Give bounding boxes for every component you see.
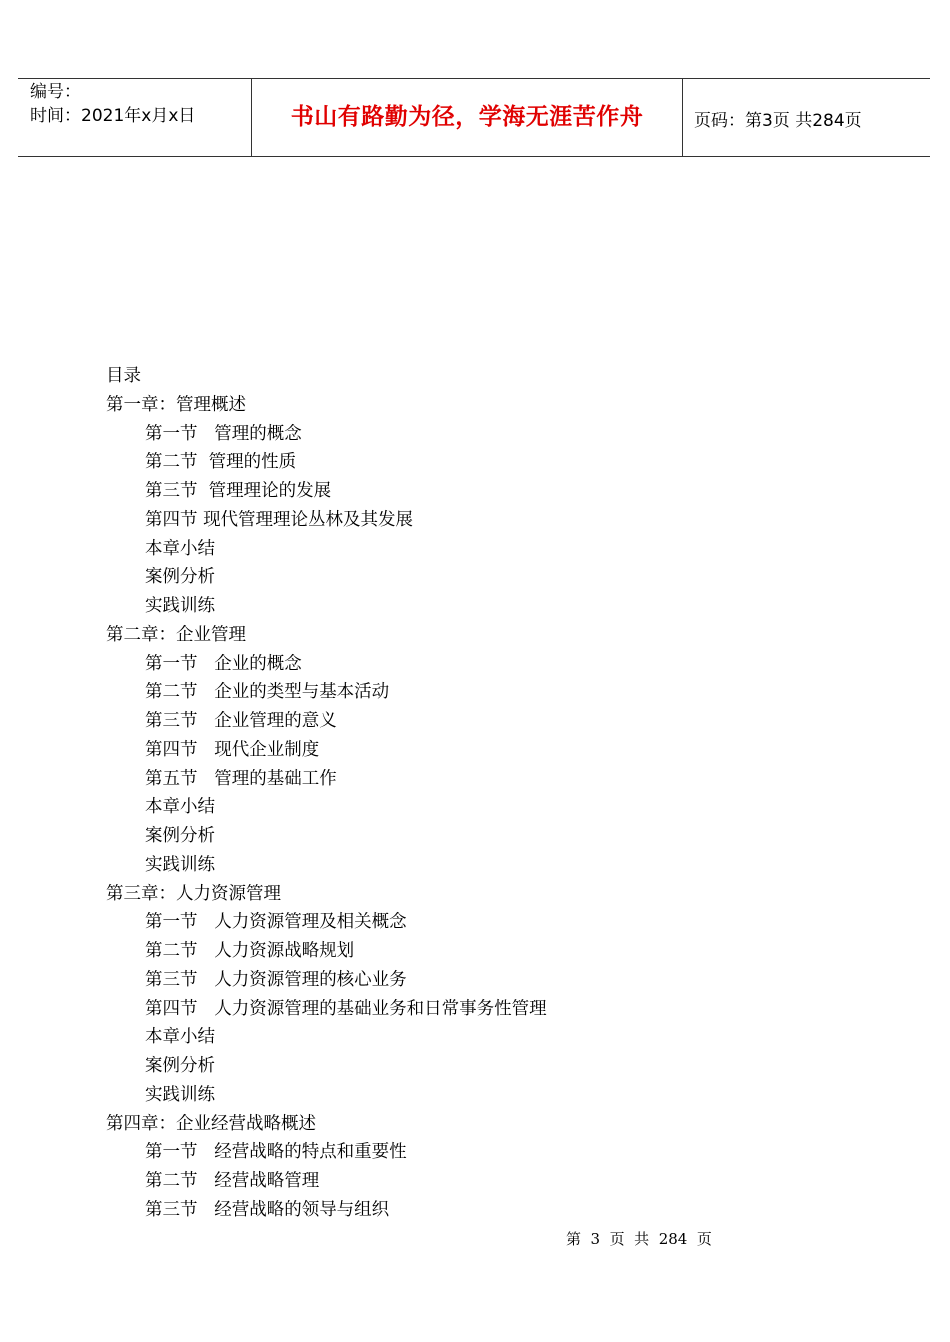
toc-section: 实践训练	[145, 596, 215, 616]
header-time-label: 时间：2021年x月x日	[30, 106, 196, 126]
header-page-info: 页码：第3页 共284页	[694, 111, 862, 131]
toc-section: 本章小结	[145, 1027, 215, 1048]
toc-chapter: 第一章：管理概述	[106, 394, 246, 415]
toc-section: 案例分析	[145, 826, 215, 846]
toc-section: 本章小结	[145, 797, 215, 818]
header-meta	[30, 80, 195, 128]
toc-section: 第一节 管理的概念	[145, 423, 302, 444]
toc-section: 实践训练	[145, 854, 215, 875]
toc-section: 第三节 经营战略的领导与组织	[145, 1199, 390, 1220]
toc-section: 第三节 人力资源管理的核心业务	[145, 969, 407, 990]
header-bottom-rule	[18, 156, 930, 157]
header-number-label: 编号：	[30, 82, 81, 102]
toc-section: 第三节 企业管理的意义	[145, 711, 337, 731]
toc-section: 第二节 企业的类型与基本活动	[145, 682, 390, 703]
toc-section: 第二节 经营战略管理	[145, 1171, 320, 1191]
toc-section: 第二节 管理的性质	[145, 452, 297, 473]
toc-chapter: 第二章：企业管理	[106, 624, 246, 645]
toc-section: 第三节 管理理论的发展	[145, 481, 332, 501]
toc-section: 本章小结	[145, 538, 215, 559]
toc-section: 第四节 人力资源管理的基础业务和日常事务性管理	[145, 998, 547, 1019]
toc-chapter: 第四章：企业经营战略概述	[106, 1113, 316, 1134]
toc-title: 目录	[106, 366, 141, 386]
toc-section: 第一节 企业的概念	[145, 653, 302, 674]
toc-chapter: 第三章：人力资源管理	[106, 883, 281, 904]
toc-section: 第四节 现代企业制度	[145, 739, 320, 760]
table-of-contents	[0, 362, 950, 1225]
toc-section: 案例分析	[145, 567, 215, 588]
toc-section: 实践训练	[145, 1084, 215, 1105]
header-top-rule	[18, 78, 930, 79]
page-footer: 第 3 页 共 284 页	[566, 1230, 712, 1248]
toc-section: 第一节 经营战略的特点和重要性	[145, 1142, 407, 1163]
header-motto: 书山有路勤为径，学海无涯苦作舟	[290, 104, 644, 130]
toc-section: 案例分析	[145, 1056, 215, 1076]
toc-section: 第一节 人力资源管理及相关概念	[145, 912, 407, 933]
toc-section: 第四节 现代管理理论丛林及其发展	[145, 509, 414, 530]
toc-section: 第二节 人力资源战略规划	[145, 941, 355, 961]
header-divider-right	[682, 78, 683, 156]
toc-section: 第五节 管理的基础工作	[145, 768, 337, 789]
